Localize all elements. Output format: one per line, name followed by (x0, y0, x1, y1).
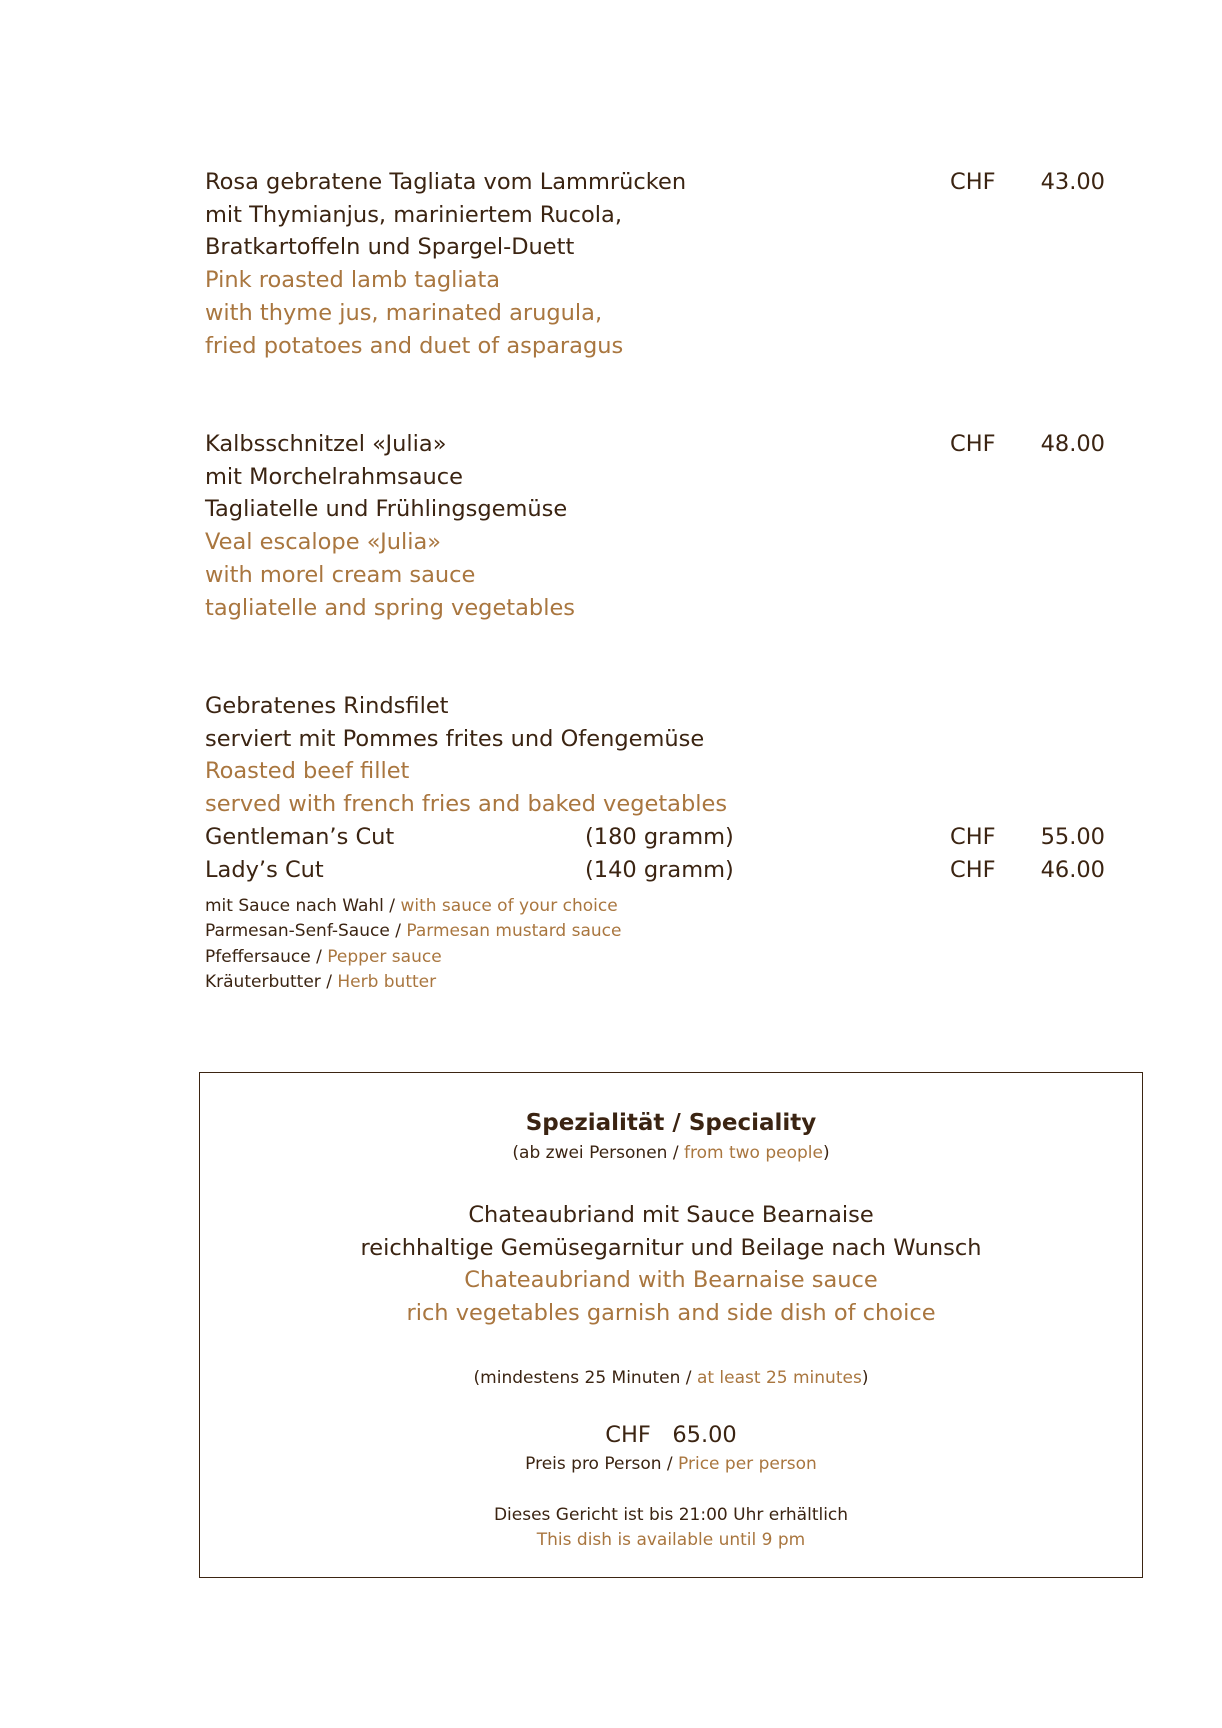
sauce-de: mit Sauce nach Wahl (205, 896, 384, 917)
sauce-de: Kräuterbutter (205, 972, 321, 993)
price-currency: CHF (950, 823, 996, 850)
dish-en-line: tagliatelle and spring vegetables (205, 594, 576, 621)
price-amount: 65.00 (672, 1422, 737, 1448)
sauce-de: Parmesan-Senf-Sauce (205, 921, 390, 942)
price-amount: 46.00 (1040, 856, 1105, 883)
price-note-de: Preis pro Person (525, 1454, 662, 1474)
dish-en-line: with thyme jus, marinated arugula, (205, 299, 603, 326)
speciality-time (200, 1366, 1142, 1391)
dish-en-line: Veal escalope «Julia» (205, 529, 442, 556)
availability-de: Dieses Gericht ist bis 21:00 Uhr erhältlich (493, 1505, 849, 1525)
sauce-de: Pfeffersauce (205, 946, 311, 967)
sauce-en: Parmesan mustard sauce (406, 921, 622, 942)
sauce-en: Herb butter (337, 972, 437, 993)
dish-de-line: Kalbsschnitzel «Julia» (205, 431, 447, 457)
sauce-item (205, 919, 1105, 944)
dish-en-line: served with french fries and baked vegetables (205, 791, 728, 818)
dish-en-line: with morel cream sauce (205, 561, 476, 588)
cut-name: Gentleman’s Cut (205, 823, 395, 850)
speciality-price (200, 1419, 1142, 1452)
speciality-description (200, 1199, 1142, 1330)
separator: / (680, 1368, 697, 1388)
sauce-item (205, 970, 1105, 995)
price-amount: 48.00 (1040, 431, 1105, 457)
dish-veal-escalope (205, 428, 1105, 624)
speciality-de-line: Chateaubriand mit Sauce Bearnaise (468, 1202, 874, 1228)
separator: / (383, 896, 401, 917)
price-currency: CHF (950, 856, 996, 883)
dish-en-line: fried potatoes and duet of asparagus (205, 332, 624, 359)
dish-lamb-tagliata (205, 166, 1105, 362)
dish-de-line: serviert mit Pommes frites und Ofengemüse (205, 725, 705, 752)
price-amount: 55.00 (1040, 823, 1105, 850)
close-paren: ) (861, 1368, 869, 1388)
dish-en-line: Pink roasted lamb tagliata (205, 267, 501, 294)
separator: / (320, 972, 338, 993)
availability-en: This dish is available until 9 pm (536, 1530, 806, 1550)
sauce-item (205, 894, 1105, 919)
cut-row-gentleman (205, 821, 1105, 854)
separator: / (310, 946, 328, 967)
time-en: at least 25 minutes (696, 1368, 862, 1388)
sauce-list (205, 894, 1105, 995)
price-note-en: Price per person (678, 1454, 817, 1474)
separator: / (389, 921, 407, 942)
dish-de-line: Gebratenes Rindsfilet (205, 693, 449, 719)
price-currency: CHF (605, 1422, 651, 1448)
dish-de-line: Bratkartoffeln und Spargel-Duett (205, 234, 575, 261)
speciality-persons (200, 1141, 1142, 1166)
price-amount: 43.00 (1040, 169, 1105, 195)
speciality-title: Spezialität / Speciality (525, 1110, 817, 1136)
speciality-en-line: Chateaubriand with Bearnaise sauce (464, 1267, 878, 1294)
dish-en-line: Roasted beef fillet (205, 758, 410, 785)
dish-de-line: mit Morchelrahmsauce (205, 463, 464, 490)
cut-weight: (180 gramm) (585, 823, 734, 850)
price-currency: CHF (950, 431, 996, 457)
time-de: (mindestens 25 Minuten (473, 1368, 681, 1388)
speciality-de-line: reichhaltige Gemüsegarnitur und Beilage nach Wunsch (360, 1234, 982, 1261)
speciality-price-note (200, 1452, 1142, 1477)
dish-de-line: Tagliatelle und Frühlingsgemüse (205, 496, 568, 523)
separator: / (661, 1454, 679, 1474)
sauce-en: with sauce of your choice (400, 896, 618, 917)
persons-de: (ab zwei Personen (512, 1143, 668, 1163)
speciality-box (199, 1072, 1143, 1578)
dish-de-line: Rosa gebratene Tagliata vom Lammrücken (205, 169, 687, 195)
dish-beef-fillet (205, 690, 1105, 995)
separator: / (667, 1143, 684, 1163)
sauce-item (205, 945, 1105, 970)
dish-de-line: mit Thymianjus, mariniertem Rucola, (205, 201, 622, 228)
speciality-en-line: rich vegetables garnish and side dish of choice (406, 1300, 936, 1327)
persons-en: from two people (683, 1143, 823, 1163)
close-paren: ) (822, 1143, 830, 1163)
cut-name: Lady’s Cut (205, 856, 324, 883)
price-currency: CHF (950, 169, 996, 195)
speciality-availability (200, 1503, 1142, 1553)
cut-weight: (140 gramm) (585, 856, 734, 883)
cut-row-lady (205, 854, 1105, 887)
sauce-en: Pepper sauce (327, 946, 442, 967)
